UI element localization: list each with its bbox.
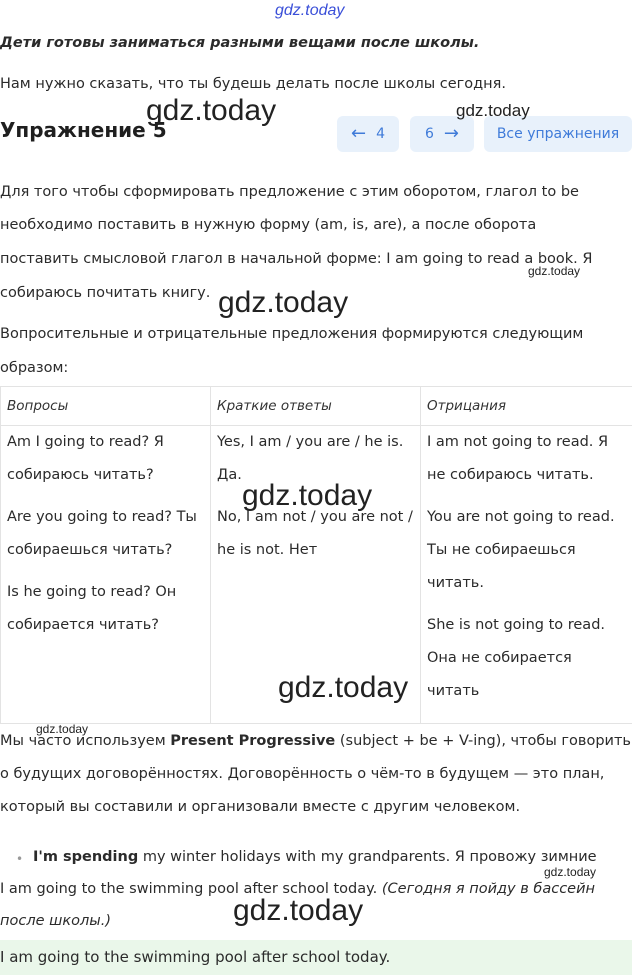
- progressive-term: Present Progressive: [170, 733, 336, 749]
- list-item-text: my winter holidays with my grandparents. Я провожу зимние: [138, 849, 597, 865]
- arrow-left-icon: ←: [350, 123, 367, 144]
- progressive-line: [0, 725, 631, 758]
- watermark: gdz.today: [233, 894, 364, 927]
- table-cell-text: I am not going to read. Я не собираюсь читать.: [427, 434, 609, 483]
- list-item: [33, 841, 597, 874]
- next-exercise-button[interactable]: [410, 116, 474, 152]
- intro-line: Дети готовы заниматься разными вещами после школы.: [0, 35, 480, 51]
- all-exercises-button[interactable]: [484, 116, 632, 152]
- table-cell-text: She is not going to read. Она не собирается читать: [427, 617, 606, 699]
- table-cell-text: No, I am not / you are not / he is not. Нет: [217, 509, 413, 558]
- explanation-line: образом:: [0, 360, 69, 376]
- watermark: gdz.today: [36, 722, 89, 736]
- table-header-row: [1, 387, 632, 426]
- table-cell-text: Is he going to read? Он собирается читать?: [7, 584, 177, 633]
- explanation-line: поставить смысловой глагол в начальной форме: I am going to read a book. Я: [0, 251, 593, 267]
- answer-highlight: I am going to the swimming pool after school today.: [0, 940, 632, 975]
- watermark: gdz.today: [146, 94, 277, 127]
- answer-translation: после школы.): [0, 913, 112, 929]
- table-header: Краткие ответы: [211, 387, 421, 426]
- site-logo: gdz.today: [275, 2, 345, 19]
- table-header: Вопросы: [1, 387, 211, 426]
- answer-text: I am going to the swimming pool after school today.: [0, 881, 382, 897]
- explanation-line: собираюсь почитать книгу.: [0, 285, 211, 301]
- watermark: gdz.today: [544, 865, 597, 879]
- table-cell-text: Yes, I am / you are / he is. Да.: [217, 434, 404, 483]
- watermark: gdz.today: [218, 286, 349, 319]
- watermark: gdz.today: [242, 479, 373, 512]
- table-cell-text: Are you going to read? Ты собираешься читать?: [7, 509, 197, 558]
- intro-line: Нам нужно сказать, что ты будешь делать после школы сегодня.: [0, 76, 506, 92]
- progressive-text: (subject + be + V-ing), чтобы говорить: [335, 733, 631, 749]
- progressive-text: Мы часто используем: [0, 733, 171, 749]
- arrow-right-icon: →: [443, 123, 459, 144]
- table-cell-text: Am I going to read? Я собираюсь читать?: [7, 434, 164, 483]
- questions-cell: [1, 426, 211, 724]
- explanation-line: Вопросительные и отрицательные предложения формируются следующим: [0, 326, 584, 342]
- answer-line: [0, 905, 111, 938]
- prev-exercise-button[interactable]: [337, 116, 399, 152]
- explanation-line: Для того чтобы сформировать предложение с этим оборотом, глагол to be: [0, 184, 579, 200]
- bullet-icon: •: [16, 852, 24, 866]
- watermark: gdz.today: [456, 101, 530, 120]
- watermark: gdz.today: [528, 264, 581, 278]
- progressive-line: о будущих договорённостях. Договорённость о чём-то в будущем — это план,: [0, 766, 605, 782]
- prev-exercise-label: 4: [376, 126, 385, 142]
- answer-translation: (Сегодня я пойду в бассейн: [381, 881, 595, 897]
- progressive-line: который вы составили и организовали вместе с другим человеком.: [0, 799, 521, 815]
- next-exercise-label: 6: [424, 126, 434, 142]
- table-cell-text: You are not going to read. Ты не собираешься читать.: [427, 509, 615, 591]
- negations-cell: [421, 426, 632, 724]
- all-exercises-label: Все упражнения: [496, 126, 620, 142]
- list-item-bold: I'm spending: [33, 849, 139, 865]
- watermark: gdz.today: [278, 671, 409, 704]
- table-header: Отрицания: [421, 387, 632, 426]
- page-title: Упражнение 5: [0, 118, 167, 142]
- explanation-line: необходимо поставить в нужную форму (am, is, are), а после оборота: [0, 217, 537, 233]
